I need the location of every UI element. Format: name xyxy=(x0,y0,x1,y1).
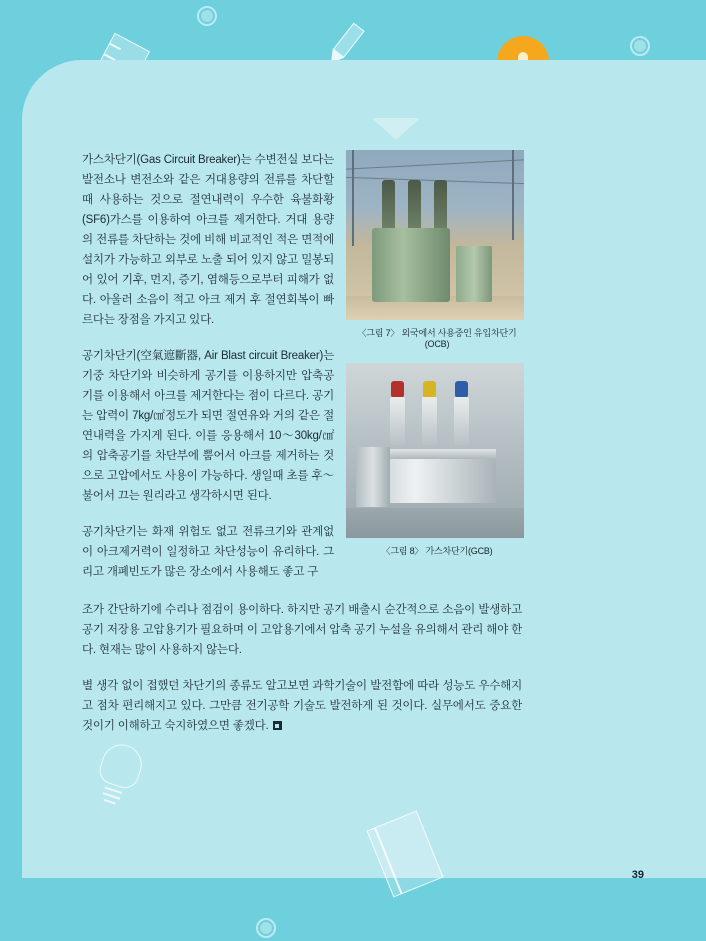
triangle-icon xyxy=(372,118,420,140)
paragraph: 조가 간단하기에 수리나 점검이 용이하다. 하지만 공기 배출시 순간적으로 소음이 발생하고 공기 저장용 고압용기가 필요하며 이 고압용기에서 압축 공기 누설을 유의해서 관리 해야 한다. 현재는 많이 사용하지 않는다. xyxy=(82,604,522,656)
figure-ocb-image xyxy=(346,150,524,320)
paragraph: 공기차단기는 화재 위험도 없고 전류크기와 관계없이 아크제거력이 일정하고 차단성능이 유리하다. 그리고 개폐빈도가 많은 장소에서 사용해도 좋고 구 xyxy=(82,526,334,578)
end-mark-icon xyxy=(273,721,282,730)
decor-circle-10 xyxy=(260,922,272,934)
decor-circle-4 xyxy=(634,40,646,52)
figure-gcb-image xyxy=(346,363,524,538)
paragraph: 가스차단기(Gas Circuit Breaker)는 수변전실 보다는 발전소나 변전소와 같은 거대용량의 전류를 차단할 때 사용하는 것으로 절연내력이 우수한 육불화황(SF6)가스를 이용하여 아크를 제거한다. 거대 용량의 전류를 차단하는 것에 비해 비교적인 적은 면적에 설치가 가능하고 외부로 노출 되어 있지 않고 밀봉되어 있어 기후, 먼지, 증기, 염해등으로부터 피해가 없다. 아울러 소음이 적고 아크 제거 후 절연회복이 빠르다는 장점을 가지고 있다. xyxy=(82,154,334,326)
figure-column xyxy=(346,150,528,571)
paragraph: 공기차단기(空氣遮斷器, Air Blast circuit Breaker)는 기중 차단기와 비슷하게 공기를 이용하지만 압축공기를 이용해서 아크를 제거한다는 점이 다르다. 공기는 압력이 7kg/㎠정도가 되면 절연유와 거의 같은 절연내력을 가지게 된다. 이를 응용해서 10〜30kg/㎠의 압축공기를 차단부에 뿜어서 아크를 제거하는 것으로 고압에서도 사용이 가능하다. 생일때 초를 후〜 불어서 끄는 원리라고 생각하시면 된다. xyxy=(82,350,334,502)
article-content xyxy=(82,150,622,752)
paragraph-with-end-mark xyxy=(82,676,522,736)
figure-gcb xyxy=(346,363,528,557)
article-column-text xyxy=(82,150,334,598)
decor-circle-2 xyxy=(201,10,213,22)
page-number: 39 xyxy=(631,869,644,881)
paragraph-text: 별 생각 없이 접했던 차단기의 종류도 알고보면 과학기술이 발전함에 따라 성능도 우수해지고 점차 편리해지고 있다. 그만큼 전기공학 기술도 발전하게 된 것이다. 실무에서도 중요한 것이기 이해하고 숙지하였으면 좋겠다. xyxy=(82,680,522,732)
figure-ocb xyxy=(346,150,528,349)
article-wide-text xyxy=(82,598,522,736)
figure-gcb-caption: 〈그림 8〉 가스차단기(GCB) xyxy=(381,546,493,556)
figure-ocb-caption: 〈그림 7〉 외국에서 사용중인 유입차단기(OCB) xyxy=(357,328,517,349)
